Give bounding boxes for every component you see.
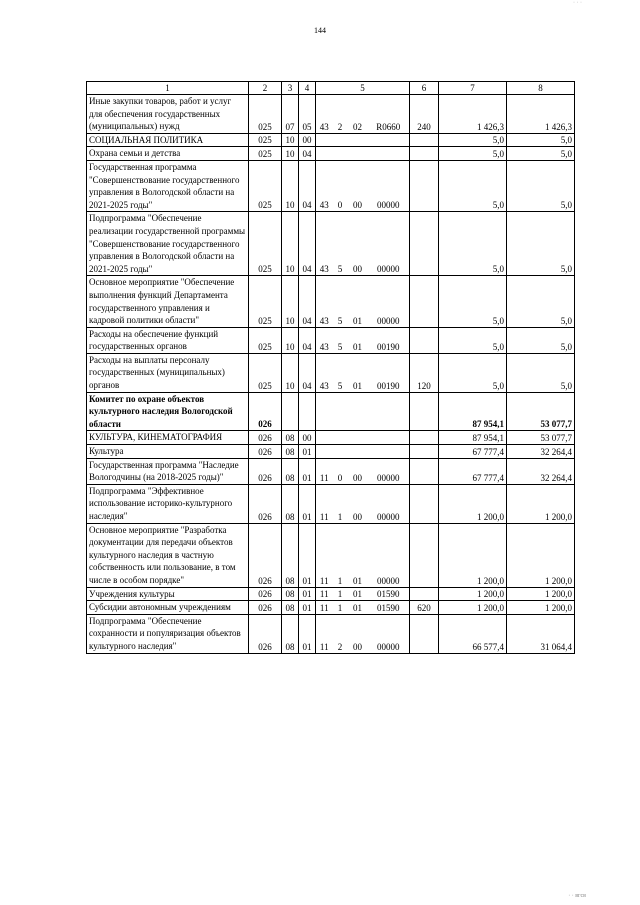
row-target-code-direction: 01590: [368, 587, 410, 601]
row-amount-year-1: 67 777,4: [439, 445, 507, 459]
row-target-code-direction: [368, 147, 410, 161]
table-row: [87, 523, 575, 587]
row-target-code-program: 43: [316, 353, 333, 392]
row-section-code: 08: [282, 431, 299, 445]
row-amount-year-2: 32 264,4: [507, 458, 575, 484]
row-target-code-program: 11: [316, 458, 333, 484]
row-target-code-measure: 01: [348, 327, 368, 353]
row-amount-year-1: 5,0: [439, 160, 507, 211]
row-subsection-code: 04: [299, 327, 316, 353]
row-expense-type: [410, 212, 439, 276]
scan-mark-top: · · ·: [573, 0, 582, 6]
row-target-code-measure: 00: [348, 160, 368, 211]
row-amount-year-2: 5,0: [507, 133, 575, 147]
row-subsection-code: 04: [299, 276, 316, 327]
row-expense-type: [410, 614, 439, 653]
row-ved-code: 025: [249, 327, 282, 353]
header-col-7: 7: [439, 82, 507, 95]
row-target-code-program: 11: [316, 484, 333, 523]
row-target-code-measure: 00: [348, 212, 368, 276]
row-target-code-measure: 01: [348, 276, 368, 327]
row-amount-year-2: 1 426,3: [507, 95, 575, 134]
row-name: Комитет по охране объектов культурного наследия Вологодской области: [87, 392, 249, 431]
row-subsection-code: 00: [299, 133, 316, 147]
row-target-code-subprogram: 1: [333, 587, 348, 601]
row-ved-code: 026: [249, 614, 282, 653]
table-row: [87, 614, 575, 653]
row-amount-year-1: 67 777,4: [439, 458, 507, 484]
row-amount-year-1: 66 577,4: [439, 614, 507, 653]
table-row: [87, 392, 575, 431]
row-target-code-measure: [348, 431, 368, 445]
row-amount-year-2: 5,0: [507, 160, 575, 211]
row-target-code-program: 11: [316, 587, 333, 601]
row-subsection-code: 04: [299, 160, 316, 211]
row-section-code: 08: [282, 458, 299, 484]
row-ved-code: 025: [249, 160, 282, 211]
row-expense-type: 620: [410, 601, 439, 615]
table-row: [87, 587, 575, 601]
row-target-code-measure: 00: [348, 484, 368, 523]
row-target-code-program: 43: [316, 327, 333, 353]
row-target-code-subprogram: [333, 147, 348, 161]
row-subsection-code: 04: [299, 147, 316, 161]
row-expense-type: [410, 587, 439, 601]
scan-mark-bottom: · · вгсв: [568, 893, 586, 899]
row-expense-type: [410, 458, 439, 484]
row-expense-type: 240: [410, 95, 439, 134]
row-ved-code: 025: [249, 276, 282, 327]
row-name: Субсидии автономным учреждениям: [87, 601, 249, 615]
row-target-code-subprogram: 2: [333, 95, 348, 134]
row-amount-year-1: 87 954,1: [439, 392, 507, 431]
header-col-1: 1: [87, 82, 249, 95]
row-target-code-program: 11: [316, 614, 333, 653]
row-target-code-direction: 00000: [368, 614, 410, 653]
header-col-4: 4: [299, 82, 316, 95]
row-target-code-subprogram: [333, 133, 348, 147]
row-subsection-code: 01: [299, 587, 316, 601]
row-target-code-program: [316, 392, 333, 431]
row-amount-year-2: 5,0: [507, 327, 575, 353]
table-row: [87, 458, 575, 484]
row-expense-type: [410, 523, 439, 587]
row-target-code-direction: [368, 133, 410, 147]
table-row: [87, 95, 575, 134]
table-row: [87, 147, 575, 161]
row-subsection-code: 04: [299, 212, 316, 276]
row-section-code: 10: [282, 160, 299, 211]
table-row: [87, 160, 575, 211]
row-expense-type: 120: [410, 353, 439, 392]
row-section-code: 07: [282, 95, 299, 134]
row-ved-code: 025: [249, 95, 282, 134]
row-target-code-direction: R0660: [368, 95, 410, 134]
row-name: Охрана семьи и детства: [87, 147, 249, 161]
row-amount-year-1: 87 954,1: [439, 431, 507, 445]
row-target-code-measure: 02: [348, 95, 368, 134]
table-row: [87, 601, 575, 615]
row-name: Расходы на выплаты персоналу государственных (муниципальных) органов: [87, 353, 249, 392]
table-row: [87, 484, 575, 523]
row-expense-type: [410, 147, 439, 161]
row-section-code: 08: [282, 614, 299, 653]
row-target-code-measure: 01: [348, 587, 368, 601]
row-target-code-direction: 00000: [368, 276, 410, 327]
row-amount-year-1: 5,0: [439, 327, 507, 353]
row-subsection-code: 01: [299, 445, 316, 459]
page-number: 144: [314, 26, 326, 35]
header-col-3: 3: [282, 82, 299, 95]
row-expense-type: [410, 327, 439, 353]
row-section-code: 10: [282, 147, 299, 161]
row-amount-year-1: 5,0: [439, 133, 507, 147]
row-subsection-code: [299, 392, 316, 431]
row-target-code-program: 11: [316, 523, 333, 587]
row-target-code-program: 43: [316, 212, 333, 276]
row-section-code: 10: [282, 276, 299, 327]
row-subsection-code: 01: [299, 614, 316, 653]
row-target-code-direction: 00000: [368, 484, 410, 523]
row-name: Подпрограмма "Обеспечение сохранности и популяризация объектов культурного наследия": [87, 614, 249, 653]
row-amount-year-1: 5,0: [439, 353, 507, 392]
row-amount-year-1: 5,0: [439, 276, 507, 327]
row-section-code: [282, 392, 299, 431]
row-target-code-subprogram: [333, 445, 348, 459]
row-section-code: 10: [282, 212, 299, 276]
row-target-code-subprogram: 1: [333, 523, 348, 587]
row-ved-code: 025: [249, 133, 282, 147]
row-ved-code: 026: [249, 523, 282, 587]
row-name: Основное мероприятие "Разработка документации для передачи объектов культурного наследия в частную собственность или пользование, в том числе в особом порядке": [87, 523, 249, 587]
row-name: Подпрограмма "Обеспечение реализации государственной программы "Совершенствование государственного управления в Вологодской области на 2021-2025 годы": [87, 212, 249, 276]
row-amount-year-2: 5,0: [507, 212, 575, 276]
row-target-code-program: [316, 431, 333, 445]
row-expense-type: [410, 133, 439, 147]
row-target-code-measure: [348, 445, 368, 459]
row-expense-type: [410, 484, 439, 523]
row-target-code-direction: [368, 392, 410, 431]
table-header-row: [87, 82, 575, 95]
table-body: [87, 95, 575, 654]
row-ved-code: 025: [249, 353, 282, 392]
row-target-code-program: [316, 445, 333, 459]
row-subsection-code: 00: [299, 431, 316, 445]
row-target-code-direction: 00190: [368, 327, 410, 353]
row-amount-year-2: 1 200,0: [507, 523, 575, 587]
row-target-code-subprogram: [333, 392, 348, 431]
row-target-code-direction: 00000: [368, 458, 410, 484]
row-ved-code: 025: [249, 147, 282, 161]
row-target-code-measure: [348, 147, 368, 161]
row-target-code-direction: [368, 431, 410, 445]
row-target-code-program: [316, 133, 333, 147]
row-target-code-direction: 00190: [368, 353, 410, 392]
row-name: Государственная программа "Совершенствование государственного управления в Вологодской области на 2021-2025 годы": [87, 160, 249, 211]
row-amount-year-1: 1 200,0: [439, 523, 507, 587]
row-name: Подпрограмма "Эффективное использование историко-культурного наследия": [87, 484, 249, 523]
row-target-code-direction: 00000: [368, 523, 410, 587]
table-row: [87, 445, 575, 459]
row-expense-type: [410, 160, 439, 211]
row-amount-year-2: 31 064,4: [507, 614, 575, 653]
row-target-code-subprogram: 2: [333, 614, 348, 653]
row-target-code-subprogram: 5: [333, 327, 348, 353]
row-target-code-subprogram: 0: [333, 160, 348, 211]
row-target-code-direction: 00000: [368, 160, 410, 211]
row-name: Учреждения культуры: [87, 587, 249, 601]
row-amount-year-2: 32 264,4: [507, 445, 575, 459]
row-target-code-measure: 01: [348, 601, 368, 615]
row-amount-year-2: 53 077,7: [507, 392, 575, 431]
row-subsection-code: 01: [299, 601, 316, 615]
row-section-code: 10: [282, 327, 299, 353]
row-target-code-subprogram: [333, 431, 348, 445]
row-amount-year-2: 5,0: [507, 147, 575, 161]
row-amount-year-2: 5,0: [507, 276, 575, 327]
row-target-code-subprogram: 1: [333, 601, 348, 615]
row-target-code-program: [316, 147, 333, 161]
row-ved-code: 026: [249, 431, 282, 445]
header-col-6: 6: [410, 82, 439, 95]
row-name: Расходы на обеспечение функций государственных органов: [87, 327, 249, 353]
row-target-code-measure: 01: [348, 353, 368, 392]
row-expense-type: [410, 392, 439, 431]
row-ved-code: 026: [249, 392, 282, 431]
row-subsection-code: 01: [299, 523, 316, 587]
row-ved-code: 026: [249, 601, 282, 615]
row-section-code: 08: [282, 587, 299, 601]
row-target-code-subprogram: 5: [333, 353, 348, 392]
row-target-code-direction: 01590: [368, 601, 410, 615]
row-subsection-code: 01: [299, 484, 316, 523]
row-expense-type: [410, 445, 439, 459]
row-amount-year-1: 5,0: [439, 147, 507, 161]
row-expense-type: [410, 431, 439, 445]
row-name: СОЦИАЛЬНАЯ ПОЛИТИКА: [87, 133, 249, 147]
row-target-code-subprogram: 0: [333, 458, 348, 484]
budget-table: [86, 81, 575, 654]
row-target-code-subprogram: 5: [333, 276, 348, 327]
row-ved-code: 025: [249, 212, 282, 276]
row-name: КУЛЬТУРА, КИНЕМАТОГРАФИЯ: [87, 431, 249, 445]
header-col-2: 2: [249, 82, 282, 95]
row-amount-year-1: 5,0: [439, 212, 507, 276]
row-target-code-program: 43: [316, 276, 333, 327]
row-amount-year-2: 1 200,0: [507, 601, 575, 615]
header-col-8: 8: [507, 82, 575, 95]
row-section-code: 10: [282, 353, 299, 392]
table-row: [87, 327, 575, 353]
row-amount-year-2: 5,0: [507, 353, 575, 392]
row-ved-code: 026: [249, 484, 282, 523]
row-target-code-subprogram: 1: [333, 484, 348, 523]
row-target-code-program: 43: [316, 160, 333, 211]
row-section-code: 08: [282, 523, 299, 587]
table-row: [87, 431, 575, 445]
row-subsection-code: 04: [299, 353, 316, 392]
row-amount-year-1: 1 200,0: [439, 601, 507, 615]
row-target-code-direction: 00000: [368, 212, 410, 276]
row-target-code-subprogram: 5: [333, 212, 348, 276]
row-section-code: 10: [282, 133, 299, 147]
row-amount-year-1: 1 200,0: [439, 587, 507, 601]
row-name: Культура: [87, 445, 249, 459]
row-amount-year-2: 1 200,0: [507, 587, 575, 601]
row-target-code-direction: [368, 445, 410, 459]
row-target-code-measure: 00: [348, 458, 368, 484]
row-expense-type: [410, 276, 439, 327]
table-row: [87, 133, 575, 147]
row-section-code: 08: [282, 484, 299, 523]
row-target-code-program: 43: [316, 95, 333, 134]
row-section-code: 08: [282, 445, 299, 459]
row-name: Иные закупки товаров, работ и услуг для обеспечения государственных (муниципальных) нужд: [87, 95, 249, 134]
row-section-code: 08: [282, 601, 299, 615]
row-ved-code: 026: [249, 445, 282, 459]
row-name: Государственная программа "Наследие Вологодчины (на 2018-2025 годы)": [87, 458, 249, 484]
row-target-code-measure: 00: [348, 614, 368, 653]
row-target-code-measure: [348, 133, 368, 147]
row-name: Основное мероприятие "Обеспечение выполнения функций Департамента государственного управления и кадровой политики области": [87, 276, 249, 327]
row-target-code-program: 11: [316, 601, 333, 615]
header-col-5: 5: [316, 82, 410, 95]
table-row: [87, 212, 575, 276]
row-amount-year-2: 53 077,7: [507, 431, 575, 445]
row-amount-year-2: 1 200,0: [507, 484, 575, 523]
row-amount-year-1: 1 200,0: [439, 484, 507, 523]
row-amount-year-1: 1 426,3: [439, 95, 507, 134]
row-target-code-measure: 01: [348, 523, 368, 587]
row-subsection-code: 05: [299, 95, 316, 134]
row-subsection-code: 01: [299, 458, 316, 484]
row-target-code-measure: [348, 392, 368, 431]
row-ved-code: 026: [249, 587, 282, 601]
table-row: [87, 353, 575, 392]
row-ved-code: 026: [249, 458, 282, 484]
table-row: [87, 276, 575, 327]
